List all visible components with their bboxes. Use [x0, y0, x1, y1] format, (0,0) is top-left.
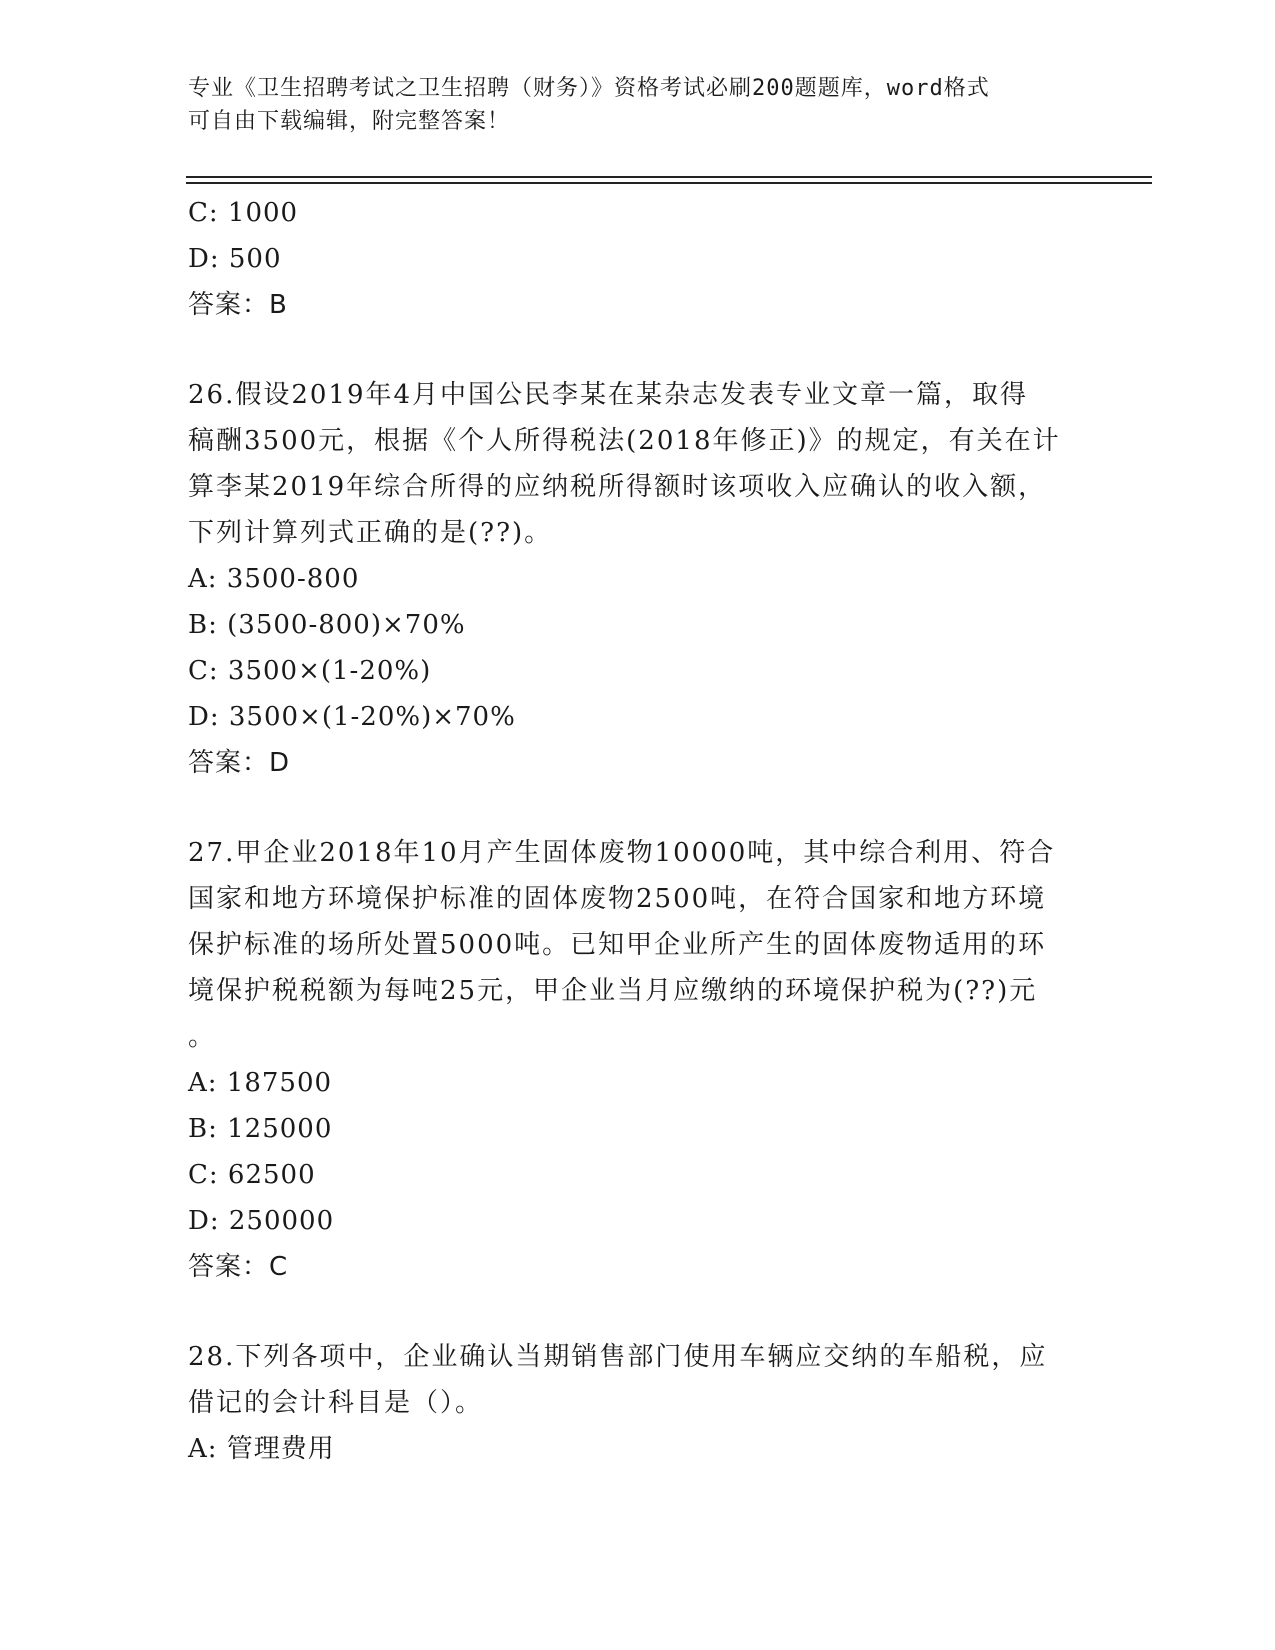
option-b: B: (3500-800)×70%	[188, 610, 466, 640]
question-26	[188, 372, 1088, 786]
stem-line: 26.假设2019年4月中国公民李某在某杂志发表专业文章一篇，取得	[188, 380, 1029, 410]
stem-line: 28.下列各项中，企业确认当期销售部门使用车辆应交纳的车船税，应	[188, 1342, 1048, 1372]
option-d: D: 500	[188, 244, 282, 274]
option-d: D: 3500×(1-20%)×70%	[188, 702, 516, 732]
stem-line: 境保护税税额为每吨25元，甲企业当月应缴纳的环境保护税为(??)元	[188, 976, 1038, 1006]
stem-line: 下列计算列式正确的是(??)。	[188, 518, 553, 548]
option-b: B: 125000	[188, 1114, 333, 1144]
stem-line: 。	[188, 1022, 217, 1052]
header-line-2: 可自由下载编辑，附完整答案！	[188, 109, 511, 134]
question-stem	[188, 1334, 1088, 1426]
question-stem	[188, 830, 1088, 1060]
option-d: D: 250000	[188, 1206, 335, 1236]
stem-line: 国家和地方环境保护标准的固体废物2500吨，在符合国家和地方环境	[188, 884, 1047, 914]
question-stem	[188, 372, 1088, 556]
option-c: C: 3500×(1-20%)	[188, 656, 432, 686]
stem-line: 保护标准的场所处置5000吨。已知甲企业所产生的固体废物适用的环	[188, 930, 1047, 960]
stem-line: 算李某2019年综合所得的应纳税所得额时该项收入应确认的收入额，	[188, 472, 1047, 502]
option-c: C: 1000	[188, 198, 299, 228]
header-divider-bottom	[186, 182, 1152, 184]
option-a: A: 3500-800	[188, 564, 360, 594]
option-a: A: 管理费用	[188, 1434, 335, 1464]
answer-label: 答案：B	[188, 290, 288, 320]
answer-label: 答案：C	[188, 1252, 289, 1282]
header-divider-top	[186, 176, 1152, 178]
stem-line: 借记的会计科目是（）。	[188, 1388, 484, 1418]
question-27	[188, 830, 1088, 1290]
question-28	[188, 1334, 1088, 1472]
header-line-1: 专业《卫生招聘考试之卫生招聘（财务）》资格考试必刷200题题库，word格式	[188, 76, 990, 101]
document-header	[188, 72, 1088, 138]
option-a: A: 187500	[188, 1068, 333, 1098]
answer-label: 答案：D	[188, 748, 291, 778]
question-25-tail	[188, 190, 1088, 328]
document-body	[188, 190, 1088, 1472]
stem-line: 27.甲企业2018年10月产生固体废物10000吨，其中综合利用、符合	[188, 838, 1056, 868]
stem-line: 稿酬3500元，根据《个人所得税法(2018年修正)》的规定，有关在计	[188, 426, 1061, 456]
option-c: C: 62500	[188, 1160, 316, 1190]
